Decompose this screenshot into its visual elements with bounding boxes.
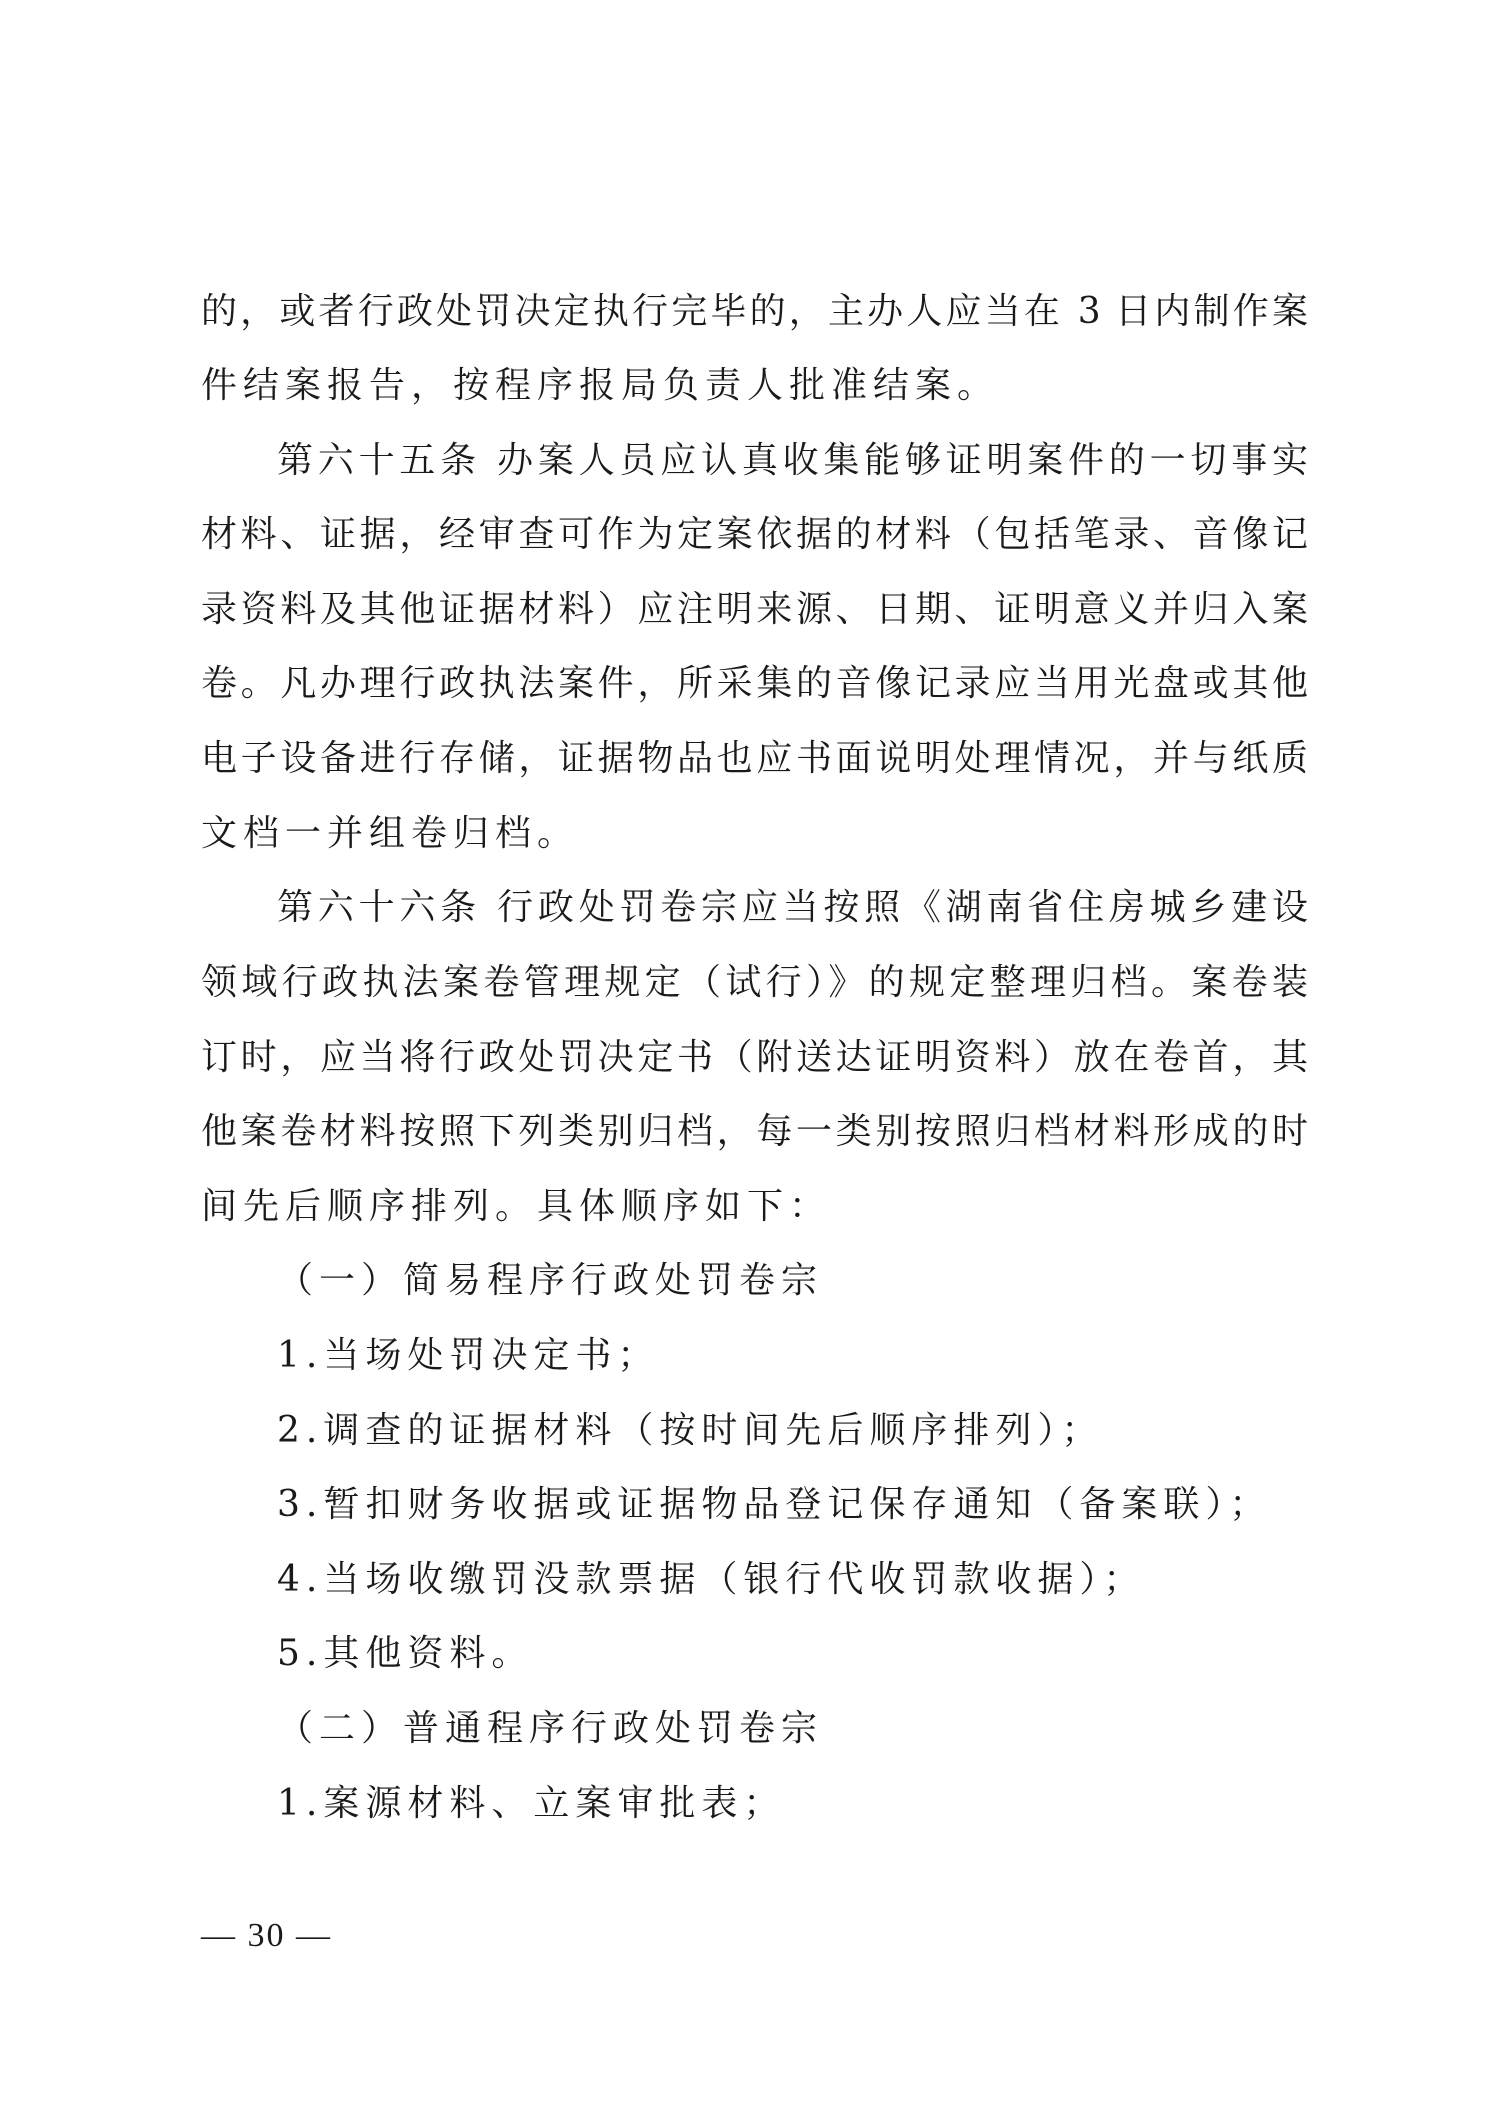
list-item: 2.调查的证据材料（按时间先后顺序排列）； — [277, 1410, 1104, 1451]
list-item: 3.暂扣财务收据或证据物品登记保存通知（备案联）； — [277, 1484, 1272, 1525]
text-line: 件结案报告，按程序报局负责人批准结案。 — [201, 365, 1000, 406]
article-66-heading-line: 第六十六条 行政处罚卷宗应当按照《湖南省住房城乡建设 — [277, 887, 1308, 928]
page-number: — 30 — — [201, 1917, 332, 1954]
text-line: 的，或者行政处罚决定执行完毕的，主办人应当在 3 日内制作案 — [201, 291, 1308, 332]
section-heading-ordinary-procedure: （二）普通程序行政处罚卷宗 — [277, 1708, 824, 1749]
section-heading-summary-procedure: （一）简易程序行政处罚卷宗 — [277, 1260, 824, 1301]
text-line: 订时，应当将行政处罚决定书（附送达证明资料）放在卷首，其 — [201, 1037, 1308, 1078]
text-line: 文档一并组卷归档。 — [201, 813, 580, 854]
text-line: 电子设备进行存储，证据物品也应书面说明处理情况，并与纸质 — [201, 738, 1308, 779]
article-65-heading-line: 第六十五条 办案人员应认真收集能够证明案件的一切事实 — [277, 440, 1308, 481]
text-line: 他案卷材料按照下列类别归档，每一类别按照归档材料形成的时 — [201, 1111, 1308, 1152]
text-line: 录资料及其他证据材料）应注明来源、日期、证明意义并归入案 — [201, 589, 1308, 630]
text-line: 领域行政执法案卷管理规定（试行）》的规定整理归档。案卷装 — [201, 962, 1308, 1003]
list-item: 4.当场收缴罚没款票据（银行代收罚款收据）； — [277, 1559, 1146, 1600]
list-item: 1.当场处罚决定书； — [277, 1335, 660, 1376]
text-line: 卷。凡办理行政执法案件，所采集的音像记录应当用光盘或其他 — [201, 663, 1308, 704]
text-line: 材料、证据，经审查可作为定案依据的材料（包括笔录、音像记 — [201, 514, 1308, 555]
list-item: 1.案源材料、立案审批表； — [277, 1783, 786, 1824]
list-item: 5.其他资料。 — [277, 1633, 534, 1674]
text-line: 间先后顺序排列。具体顺序如下： — [201, 1186, 832, 1227]
